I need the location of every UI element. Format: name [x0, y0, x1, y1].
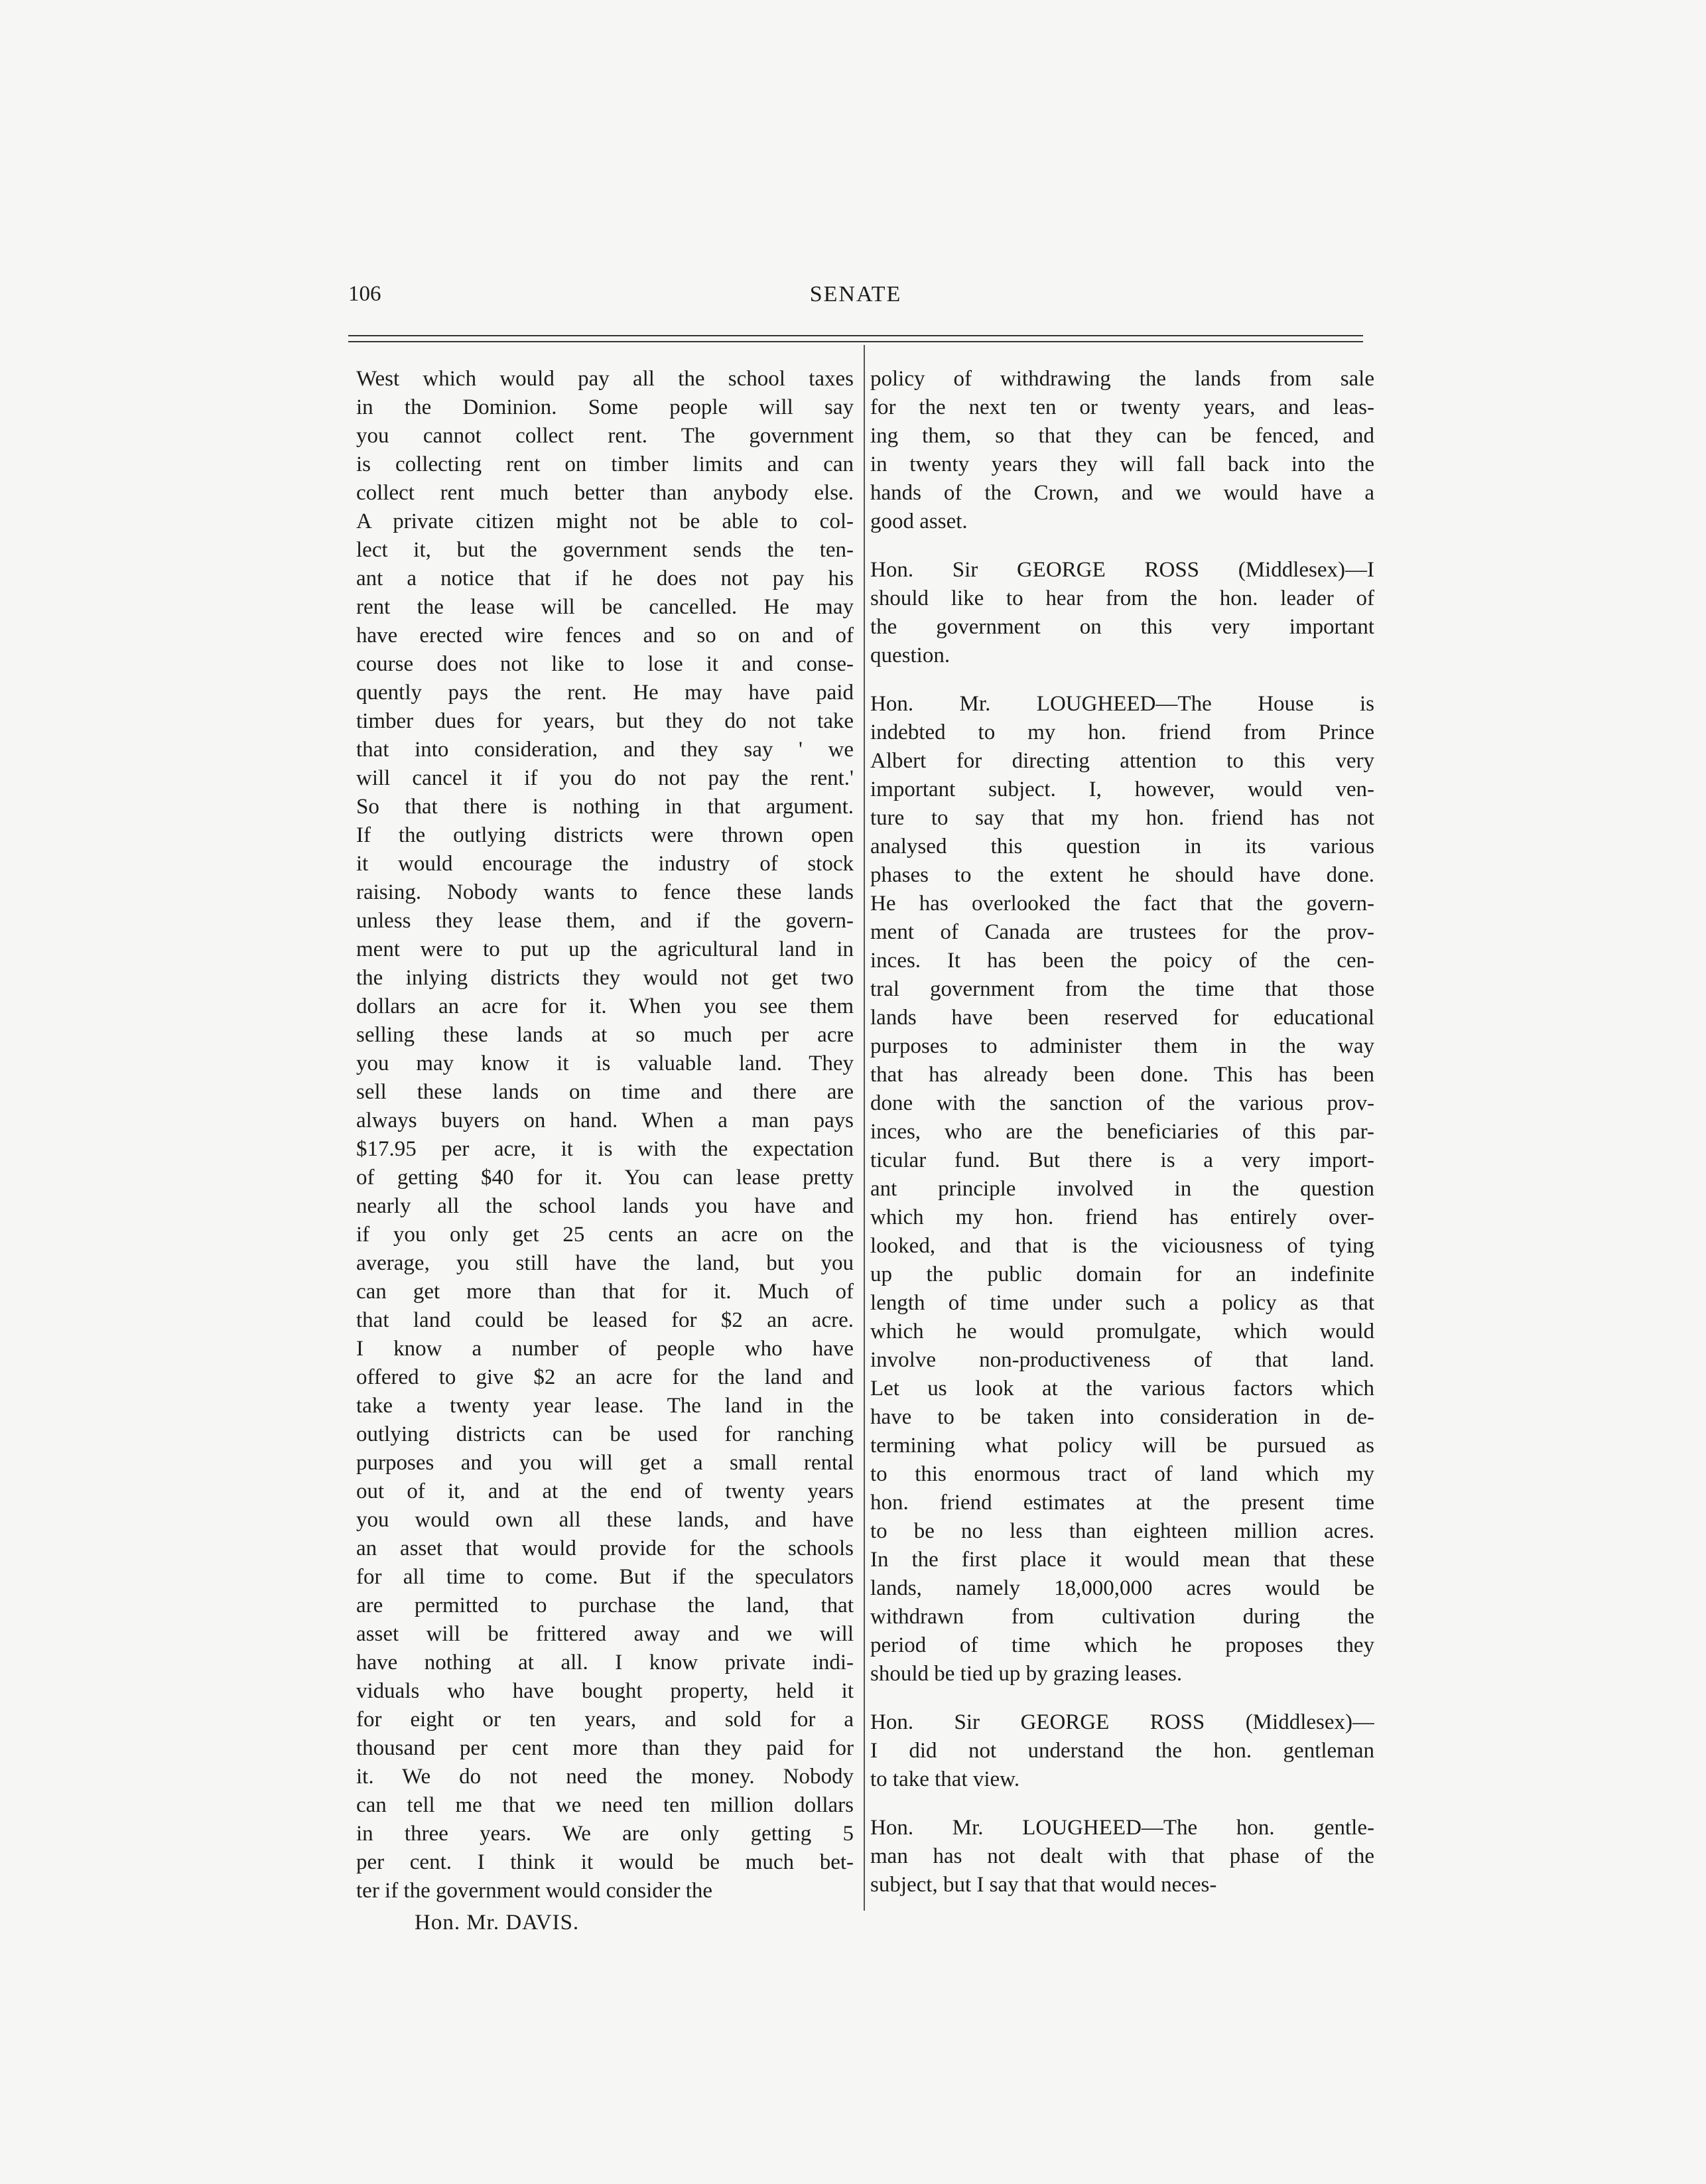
text-line: Albert for directing attention to this very	[870, 749, 1374, 773]
text-line: policy of withdrawing the lands from sale	[870, 367, 1374, 391]
text-line: in the Dominion. Some people will say	[356, 395, 854, 419]
text-line: is collecting rent on timber limits and can	[356, 452, 854, 476]
text-line: that has already been done. This has been	[870, 1063, 1374, 1087]
text-line: purposes to administer them in the way	[870, 1034, 1374, 1058]
text-line: Hon. Mr. LOUGHEED—The House is	[870, 692, 1374, 716]
header-rule-top	[348, 335, 1363, 336]
text-line: In the first place it would mean that these	[870, 1548, 1374, 1572]
text-line: termining what policy will be pursued as	[870, 1434, 1374, 1458]
text-line: withdrawn from cultivation during the	[870, 1605, 1374, 1629]
text-line: out of it, and at the end of twenty years	[356, 1479, 854, 1503]
text-line: of getting $40 for it. You can lease pretty	[356, 1166, 854, 1190]
text-line: quently pays the rent. He may have paid	[356, 681, 854, 705]
text-line: selling these lands at so much per acre	[356, 1023, 854, 1047]
text-line: ture to say that my hon. friend has not	[870, 806, 1374, 830]
text-line: important subject. I, however, would ven-	[870, 778, 1374, 801]
text-line: you would own all these lands, and have	[356, 1508, 854, 1532]
text-line: inces. It has been the poicy of the cen-	[870, 949, 1374, 973]
text-line: ment were to put up the agricultural land in	[356, 937, 854, 961]
text-line: up the public domain for an indefinite	[870, 1263, 1374, 1286]
text-line: have nothing at all. I know private indi-	[356, 1651, 854, 1674]
paragraph	[870, 365, 1374, 536]
text-line: $17.95 per acre, it is with the expectation	[356, 1137, 854, 1161]
text-line: ter if the government would consider the	[356, 1879, 713, 1903]
text-line: which my hon. friend has entirely over-	[870, 1205, 1374, 1229]
text-line: for the next ten or twenty years, and leas-	[870, 395, 1374, 419]
text-line: I did not understand the hon. gentleman	[870, 1739, 1374, 1763]
text-line: purposes and you will get a small rental	[356, 1451, 854, 1475]
header-rule-bottom	[348, 341, 1363, 342]
text-line: are permitted to purchase the land, that	[356, 1594, 854, 1617]
text-line: tral government from the time that those	[870, 977, 1374, 1001]
text-line: Hon. Mr. LOUGHEED—The hon. gentle-	[870, 1816, 1374, 1840]
text-line: man has not dealt with that phase of the	[870, 1844, 1374, 1868]
text-line: ant principle involved in the question	[870, 1177, 1374, 1201]
text-line: to this enormous tract of land which my	[870, 1462, 1374, 1486]
text-line: hon. friend estimates at the present time	[870, 1491, 1374, 1515]
text-line: will cancel it if you do not pay the rent.'	[356, 766, 854, 790]
footer-speaker-label: Hon. Mr. DAVIS.	[415, 1911, 580, 1935]
text-line: have to be taken into consideration in de-	[870, 1405, 1374, 1429]
text-line: per cent. I think it would be much bet-	[356, 1850, 854, 1874]
text-line: collect rent much better than anybody else.	[356, 481, 854, 505]
text-line: sell these lands on time and there are	[356, 1080, 854, 1104]
text-line: viduals who have bought property, held it	[356, 1679, 854, 1703]
text-line: lect it, but the government sends the ten-	[356, 538, 854, 562]
text-line: that into consideration, and they say ' we	[356, 738, 854, 762]
text-line: Hon. Sir GEORGE ROSS (Middlesex)—I	[870, 558, 1374, 582]
right-column	[870, 365, 1374, 1899]
text-line: for eight or ten years, and sold for a	[356, 1708, 854, 1732]
text-line: ant a notice that if he does not pay his	[356, 567, 854, 590]
text-line: rent the lease will be cancelled. He may	[356, 595, 854, 619]
text-line: Hon. Sir GEORGE ROSS (Middlesex)—	[870, 1710, 1374, 1734]
text-line: West which would pay all the school taxes	[356, 367, 854, 391]
text-line: If the outlying districts were thrown open	[356, 823, 854, 847]
text-line: always buyers on hand. When a man pays	[356, 1109, 854, 1132]
text-line: course does not like to lose it and conse-	[356, 652, 854, 676]
text-line: the government on this very important	[870, 615, 1374, 639]
text-line: unless they lease them, and if the govern-	[356, 909, 854, 933]
text-line: question.	[870, 644, 951, 667]
paragraph	[356, 365, 854, 1905]
text-line: done with the sanction of the various prov-	[870, 1091, 1374, 1115]
text-line: period of time which he proposes they	[870, 1633, 1374, 1657]
text-line: ment of Canada are trustees for the prov-	[870, 920, 1374, 944]
text-line: you cannot collect rent. The government	[356, 424, 854, 448]
text-line: A private citizen might not be able to col-	[356, 510, 854, 533]
text-line: dollars an acre for it. When you see them	[356, 994, 854, 1018]
text-line: ing them, so that they can be fenced, and	[870, 424, 1374, 448]
text-line: lands have been reserved for educational	[870, 1006, 1374, 1030]
text-line: for all time to come. But if the speculators	[356, 1565, 854, 1589]
text-line: to be no less than eighteen million acres.	[870, 1519, 1374, 1543]
text-line: inces, who are the beneficiaries of this par-	[870, 1120, 1374, 1144]
paragraph	[870, 1708, 1374, 1794]
paragraph	[870, 556, 1374, 670]
text-line: should be tied up by grazing leases.	[870, 1662, 1183, 1686]
text-line: good asset.	[870, 510, 968, 533]
left-column	[356, 365, 854, 1905]
text-line: timber dues for years, but they do not take	[356, 709, 854, 733]
text-line: that land could be leased for $2 an acre.	[356, 1308, 854, 1332]
text-line: hands of the Crown, and we would have a	[870, 481, 1374, 505]
text-line: nearly all the school lands you have and	[356, 1194, 854, 1218]
text-line: have erected wire fences and so on and of	[356, 624, 854, 648]
text-line: Let us look at the various factors which	[870, 1377, 1374, 1400]
text-line: to take that view.	[870, 1767, 1020, 1791]
text-line: He has overlooked the fact that the govern-	[870, 892, 1374, 916]
text-line: involve non-productiveness of that land.	[870, 1348, 1374, 1372]
text-line: phases to the extent he should have done.	[870, 863, 1374, 887]
text-line: analysed this question in its various	[870, 835, 1374, 858]
text-line: ticular fund. But there is a very import-	[870, 1148, 1374, 1172]
paragraph	[870, 690, 1374, 1688]
text-line: offered to give $2 an acre for the land and	[356, 1365, 854, 1389]
text-line: length of time under such a policy as that	[870, 1291, 1374, 1315]
running-title: SENATE	[809, 282, 902, 307]
page-header	[348, 282, 1363, 322]
text-line: in three years. We are only getting 5	[356, 1822, 854, 1846]
text-line: looked, and that is the viciousness of tying	[870, 1234, 1374, 1258]
text-line: can get more than that for it. Much of	[356, 1280, 854, 1304]
text-line: an asset that would provide for the schools	[356, 1536, 854, 1560]
text-line: I know a number of people who have	[356, 1337, 854, 1361]
text-line: So that there is nothing in that argument.	[356, 795, 854, 819]
text-line: thousand per cent more than they paid for	[356, 1736, 854, 1760]
text-line: should like to hear from the hon. leader of	[870, 586, 1374, 610]
text-line: if you only get 25 cents an acre on the	[356, 1223, 854, 1247]
text-line: take a twenty year lease. The land in the	[356, 1394, 854, 1418]
text-line: raising. Nobody wants to fence these lands	[356, 880, 854, 904]
text-line: which he would promulgate, which would	[870, 1320, 1374, 1343]
text-line: you may know it is valuable land. They	[356, 1052, 854, 1075]
text-line: it would encourage the industry of stock	[356, 852, 854, 876]
text-line: outlying districts can be used for ranching	[356, 1422, 854, 1446]
text-line: indebted to my hon. friend from Prince	[870, 720, 1374, 744]
text-line: it. We do not need the money. Nobody	[356, 1765, 854, 1789]
column-divider	[864, 345, 865, 1911]
text-line: subject, but I say that that would neces-	[870, 1873, 1217, 1897]
text-line: can tell me that we need ten million dollars	[356, 1793, 854, 1817]
text-line: in twenty years they will fall back into the	[870, 452, 1374, 476]
paragraph	[870, 1814, 1374, 1899]
text-line: lands, namely 18,000,000 acres would be	[870, 1576, 1374, 1600]
text-line: asset will be frittered away and we will	[356, 1622, 854, 1646]
page-number: 106	[348, 282, 381, 306]
text-line: the inlying districts they would not get two	[356, 966, 854, 990]
text-line: average, you still have the land, but you	[356, 1251, 854, 1275]
